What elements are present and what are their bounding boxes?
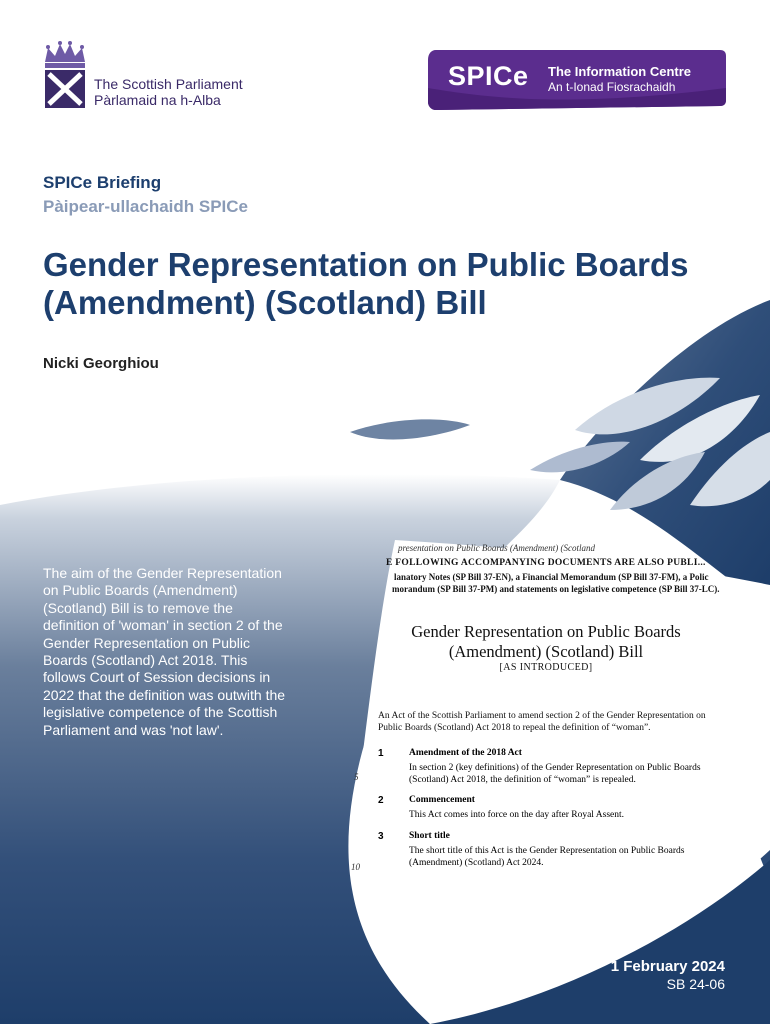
bill-as-introduced: [AS INTRODUCED] xyxy=(499,662,593,673)
section-number: 3 xyxy=(378,831,384,842)
section-text: This Act comes into force on the day after Royal Assent. xyxy=(409,810,625,820)
author-name: Nicki Georghiou xyxy=(43,355,159,372)
section-text: The short title of this Act is the Gender Representation on Public Boards (Amendment) (Scotland) Act 2024. xyxy=(409,846,685,868)
section-heading: Amendment of the 2018 Act xyxy=(409,748,522,758)
section-text: In section 2 (key definitions) of the Gender Representation on Public Boards (Scotland) Act 2018, the definition of “woman” is repealed. xyxy=(409,763,701,785)
line-number: 10 xyxy=(351,862,360,872)
publication-date: 1 February 2024 xyxy=(610,958,725,975)
crown-saltire-icon xyxy=(42,40,88,112)
briefing-reference: SB 24-06 xyxy=(666,976,725,992)
bill-running-header: presentation on Public Boards (Amendment) (Scotland xyxy=(398,543,596,553)
spice-logo-banner xyxy=(428,48,726,110)
bill-long-title: An Act of the Scottish Parliament to amend section 2 of the Gender Representation on Public Boards (Scotland) Act 2018 to repeal the definition of “woman”. xyxy=(378,711,706,733)
spice-tagline-gd: An t-Ionad Fiosrachaidh xyxy=(548,80,676,94)
section-number: 1 xyxy=(378,748,384,759)
spice-wordmark: SPICe xyxy=(448,61,529,91)
page-title: Gender Representation on Public Boards (Amendment) (Scotland) Bill xyxy=(43,246,689,321)
bill-accompanying-docs-line-2: morandum (SP Bill 37-PM) and statements on legislative competence (SP Bill 37-LC). xyxy=(392,584,720,594)
summary-paragraph: The aim of the Gender Representation on Public Boards (Amendment) (Scotland) Bill is to remove the definition of 'woman' in section 2 of the Gender Representation on Public Boards (Scotland) Act 2018. This follows Court of Session decisions in 2022 that the definition was outwith the legislative competence of the Scottish Parliament and was 'not law'. xyxy=(43,565,286,738)
bill-accompanying-docs-heading: E FOLLOWING ACCOMPANYING DOCUMENTS ARE ALSO PUBLI... xyxy=(386,558,706,568)
parliament-name-en: The Scottish Parliament xyxy=(94,76,243,92)
bill-accompanying-docs-line-1: lanatory Notes (SP Bill 37-EN), a Financial Memorandum (SP Bill 37-FM), a Polic xyxy=(394,572,709,582)
scottish-parliament-logo xyxy=(42,40,242,115)
section-heading: Commencement xyxy=(409,795,475,805)
parliament-name-gd: Pàrlamaid na h-Alba xyxy=(94,92,221,108)
spice-tagline-en: The Information Centre xyxy=(548,64,692,79)
briefing-label: SPICe Briefing xyxy=(43,173,162,192)
section-heading: Short title xyxy=(409,831,450,841)
briefing-label-gaelic: Pàipear-ullachaidh SPICe xyxy=(43,197,249,216)
line-number: 5 xyxy=(354,772,359,782)
section-number: 2 xyxy=(378,795,384,806)
bill-title: Gender Representation on Public Boards (Amendment) (Scotland) Bill xyxy=(411,622,681,661)
